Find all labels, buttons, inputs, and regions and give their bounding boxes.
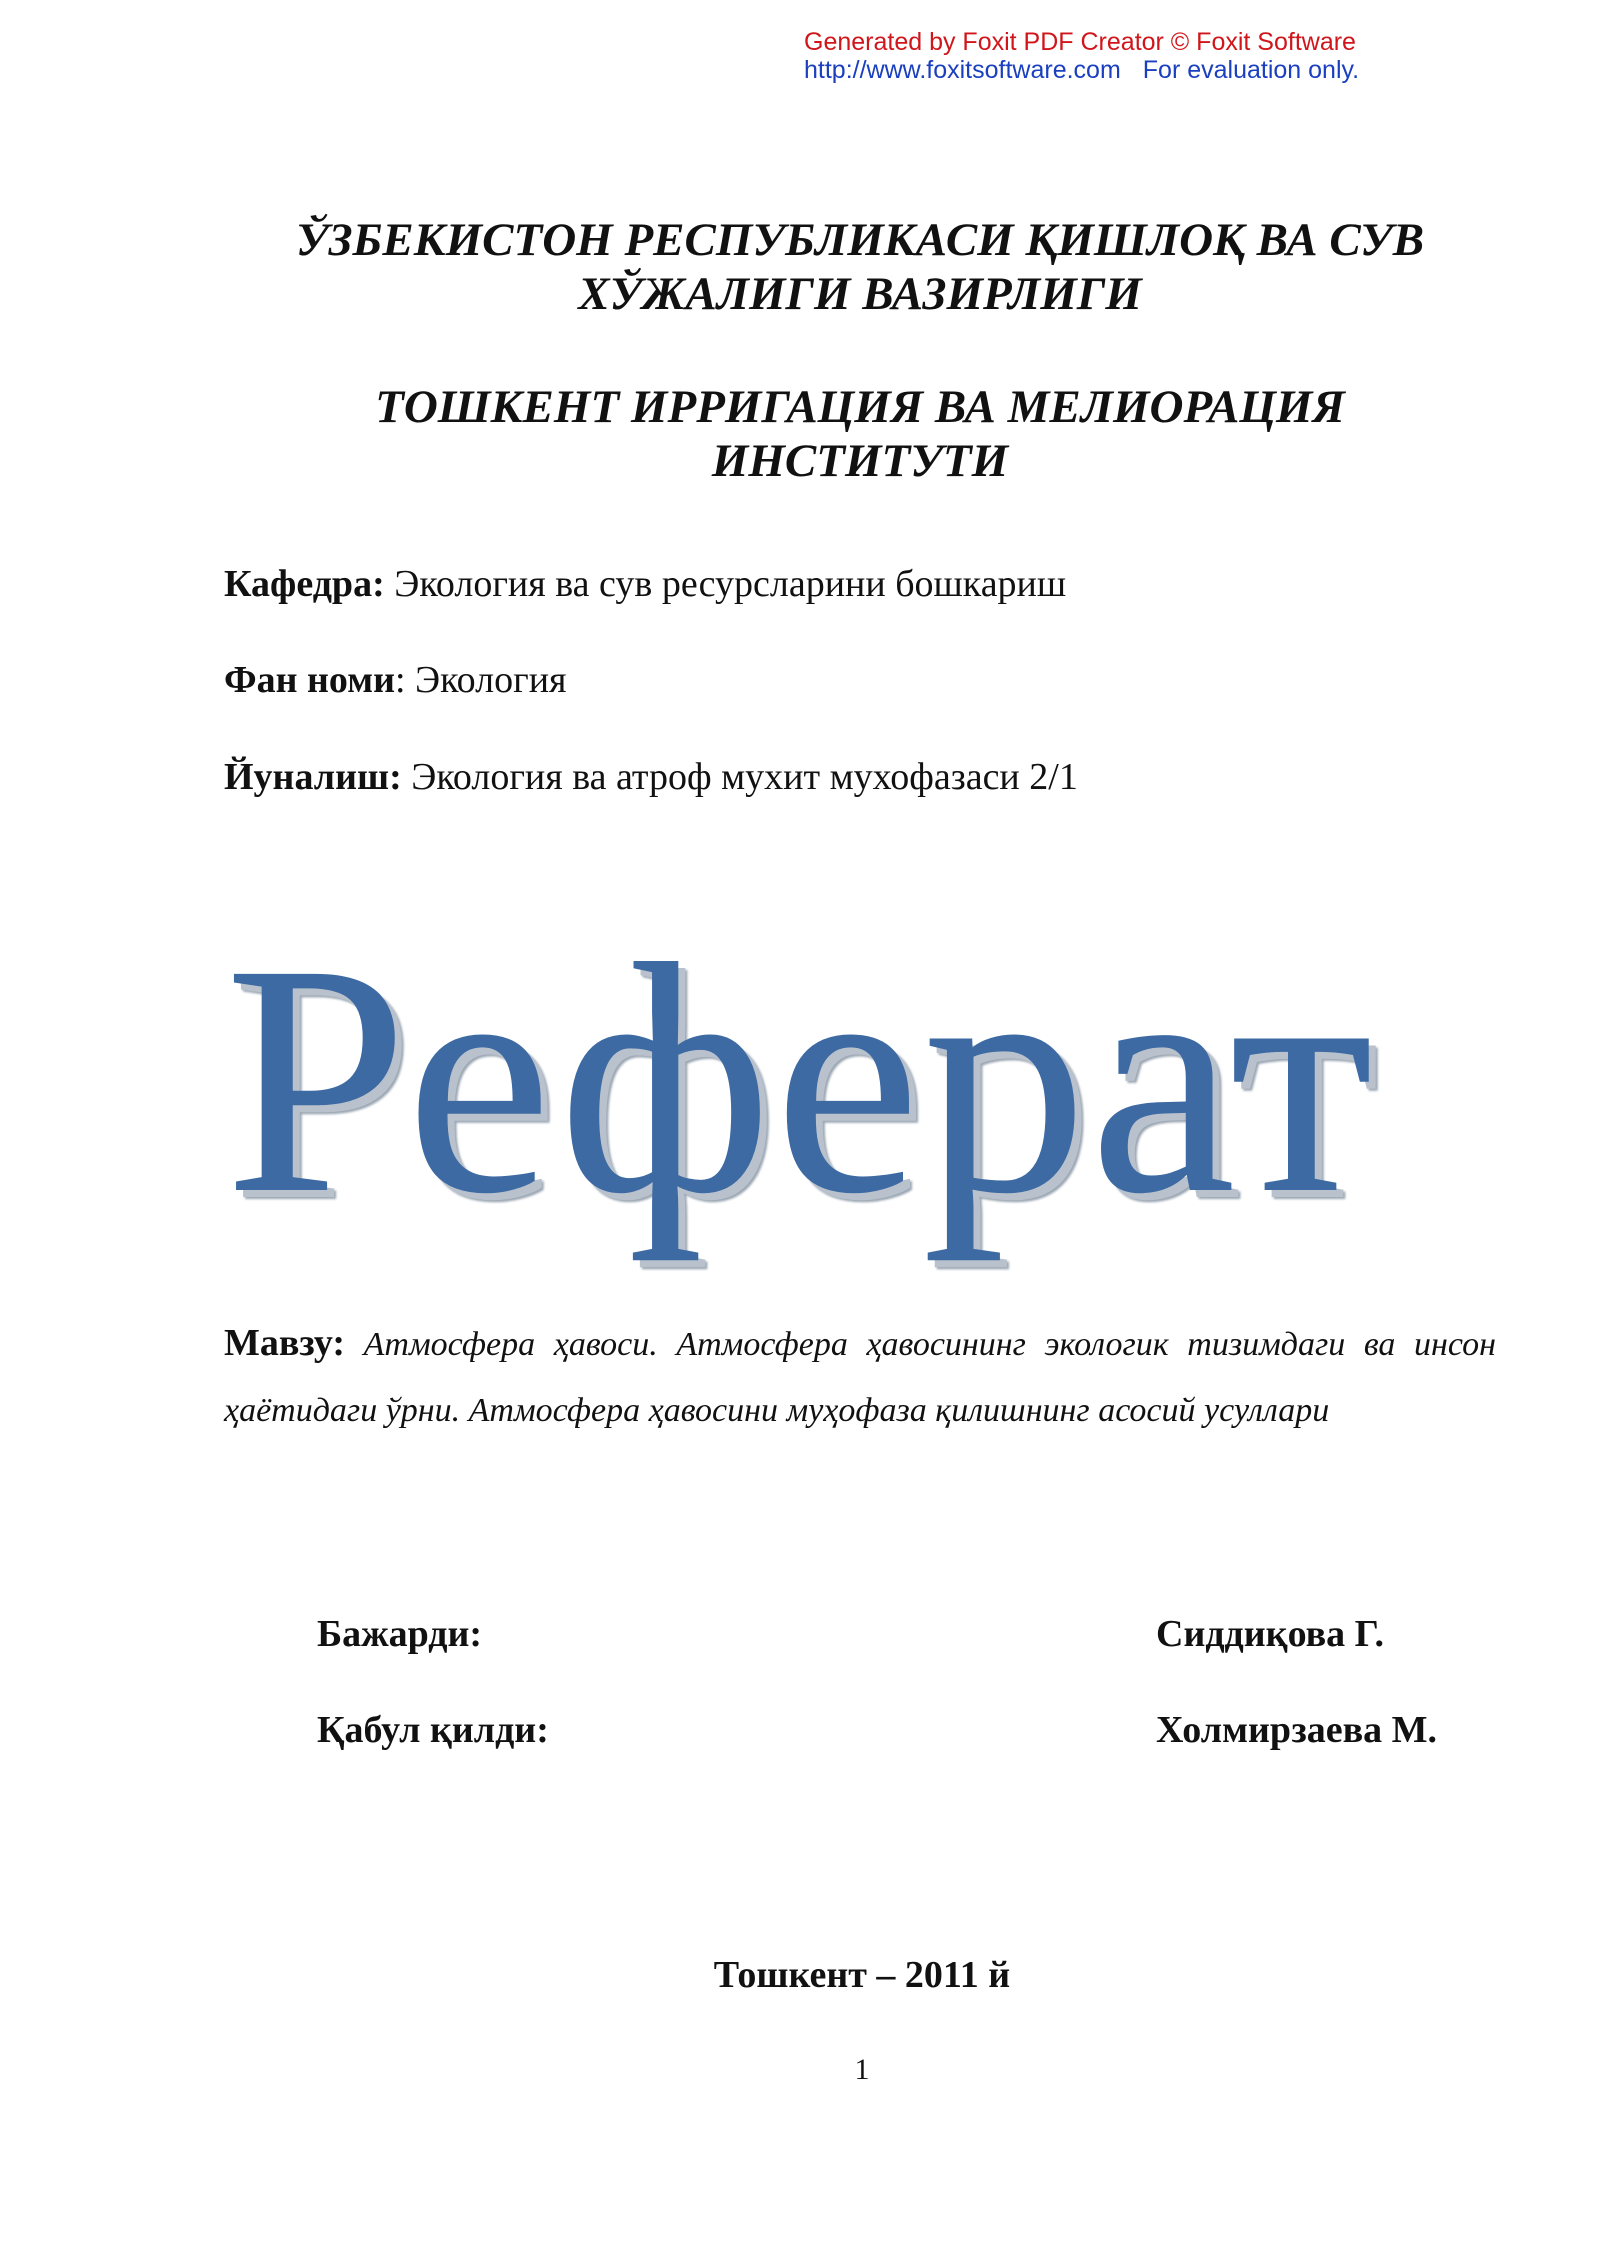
- subject-field: [224, 658, 567, 702]
- done-by-name: Сиддиқова Г.: [1156, 1613, 1385, 1655]
- direction-label: Йуналиш:: [224, 756, 402, 798]
- department-label: Кафедра:: [224, 563, 385, 605]
- ministry-heading: [180, 213, 1540, 321]
- department-value: Экология ва сув ресурсларини бошкариш: [384, 563, 1067, 605]
- watermark-url-line: [804, 56, 1359, 84]
- topic-label: Мавзу:: [224, 1322, 346, 1364]
- direction-field: [224, 755, 1078, 799]
- done-by-label: Бажарди:: [317, 1613, 483, 1655]
- institute-heading-line-2: ИНСТИТУТИ: [711, 435, 1009, 487]
- page-number: 1: [854, 2053, 870, 2086]
- evaluation-watermark: [804, 28, 1359, 84]
- department-field: [224, 562, 1066, 606]
- institute-heading-line-1: ТОШКЕНТ ИРРИГАЦИЯ ВА МЕЛИОРАЦИЯ: [375, 381, 1345, 433]
- subject-value: : Экология: [394, 659, 567, 701]
- accepted-by-name: Холмирзаева М.: [1156, 1709, 1437, 1751]
- institute-heading: [180, 380, 1540, 488]
- ministry-heading-line-2: ХЎЖАЛИГИ ВАЗИРЛИГИ: [578, 268, 1142, 320]
- watermark-evaluation-note: For evaluation only.: [1142, 56, 1360, 84]
- direction-value: Экология ва атроф мухит мухофазаси 2/1: [401, 756, 1078, 798]
- watermark-generator-text: Generated by Foxit PDF Creator © Foxit Software: [804, 28, 1356, 56]
- topic-text: Атмосфера ҳавоси. Атмосфера ҳавосининг экологик тизимдаги ва инсон ҳаётидаги ўрни. Атмосфера ҳавосини муҳофаза қилишнинг асосий усуллари: [224, 1326, 1496, 1429]
- accepted-by-label: Қабул қилди:: [317, 1709, 549, 1751]
- city-year: Тошкент – 2011 й: [713, 1954, 1011, 1996]
- ministry-heading-line-1: ЎЗБЕКИСТОН РЕСПУБЛИКАСИ ҚИШЛОҚ ВА СУВ: [295, 214, 1425, 266]
- subject-label: Фан номи: [224, 659, 395, 701]
- document-title: Реферат: [224, 897, 1376, 1262]
- watermark-url: http://www.foxitsoftware.com: [804, 56, 1121, 84]
- topic-paragraph: [224, 1310, 1496, 1444]
